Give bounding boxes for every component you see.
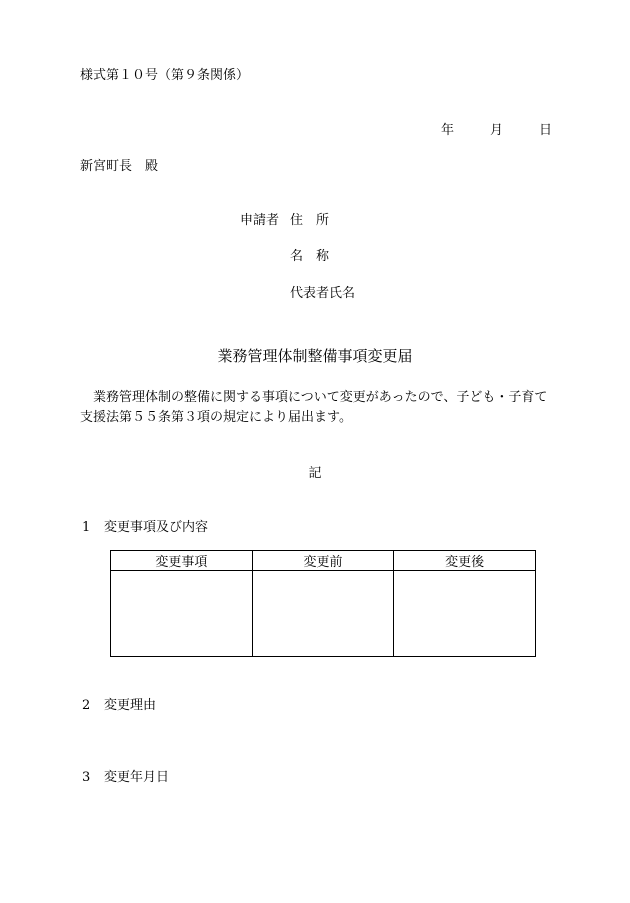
table-cell-before (252, 571, 394, 657)
document-title: 業務管理体制整備事項変更届 (217, 347, 413, 365)
section-label: 変更事項及び内容 (104, 520, 209, 535)
section-label: 変更理由 (104, 698, 157, 713)
body-text: 業務管理体制の整備に関する事項について変更があったので、子ども・子育て支援法第５５条第３項の規定により届出ます。 (80, 390, 548, 425)
changes-table (110, 550, 536, 657)
section-number: 1 (82, 520, 91, 535)
table-header-before: 変更前 (252, 551, 394, 571)
table-header-after: 変更後 (394, 551, 536, 571)
addressee: 新宮町長 殿 (80, 159, 159, 174)
section-number: 3 (82, 770, 91, 785)
section-heading-change-date (82, 766, 169, 785)
section-heading-changes (82, 516, 208, 535)
address-field-label: 住 所 (290, 213, 330, 228)
ki-marker: 記 (308, 466, 322, 481)
table-header-row (111, 551, 536, 571)
section-label: 変更年月日 (104, 770, 170, 785)
table-row (111, 571, 536, 657)
section-heading-reason (82, 694, 156, 713)
form-number: 様式第１０号（第９条関係） (80, 68, 250, 83)
table-cell-item (111, 571, 253, 657)
date-day-label: 日 (539, 123, 553, 138)
representative-field-label: 代表者氏名 (290, 286, 356, 301)
section-number: 2 (82, 698, 91, 713)
date-year-label: 年 (441, 123, 455, 138)
applicant-label: 申請者 (240, 213, 280, 228)
date-month-label: 月 (490, 123, 504, 138)
table-cell-after (394, 571, 536, 657)
name-field-label: 名 称 (290, 249, 330, 264)
date-line (441, 119, 552, 138)
table-header-item: 変更事項 (111, 551, 253, 571)
